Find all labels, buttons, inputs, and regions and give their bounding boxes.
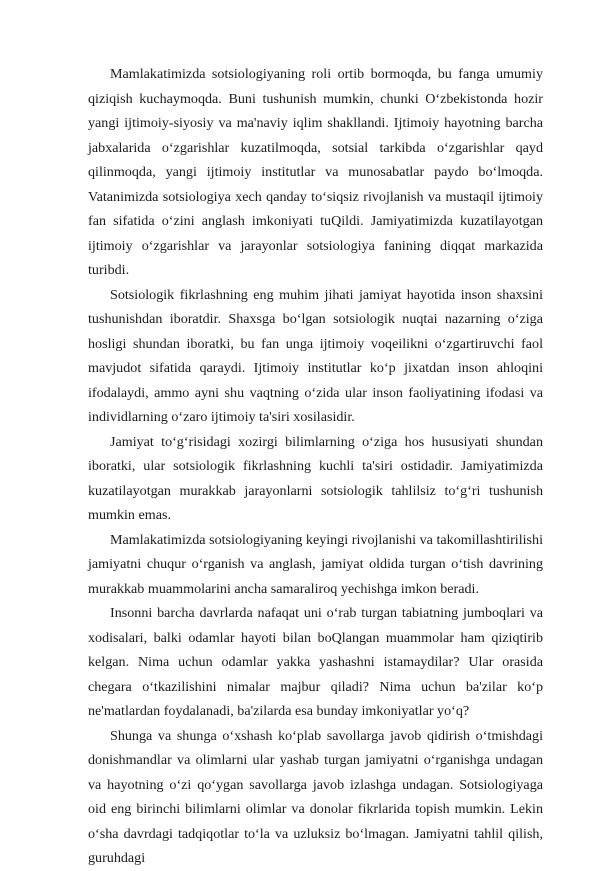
paragraph-5: Insonni barcha davrlarda nafaqat uni o‘rab turgan tabiatning jumboqlari va xodisalari, balki odamlar hayoti bilan boQlangan muammolar ham qiziqtirib kelgan. Nima uchun odamlar yakka yashashni istamaydilar? Ular orasida chegara o‘tkazilishini nimalar majbur qiladi? Nima uchun ba'zilar ko‘p ne'matlardan foydalanadi, ba'zilarda esa bunday imkoniyatlar yo‘q? [88, 605, 543, 719]
document-page [88, 62, 543, 871]
paragraph-1: Mamlakatimizda sotsiologiyaning roli ortib bormoqda, bu fanga umumiy qiziqish kuchaymoqda. Buni tushunish mumkin, chunki O‘zbekistonda hozir yangi ijtimoiy-siyosiy va ma'naviy iqlim shakllandi. Ijtimoiy hayotning barcha jabxalarida o‘zgarishlar kuzatilmoqda, sotsial tarkibda o‘zgarishlar qayd qilinmoqda, yangi ijtimoiy institutlar va munosabatlar paydo bo‘lmoqda. Vatanimizda sotsiologiya xech qanday to‘siqsiz rivojlanish va mustaqil ijtimoiy fan sifatida o‘zini anglash imkoniyati tuQildi. Jamiyatimizda kuzatilayotgan ijtimoiy o‘zgarishlar va jarayonlar sotsiologiya fanining diqqat markazida turibdi. [88, 66, 543, 278]
paragraph-4: Mamlakatimizda sotsiologiyaning keyingi rivojlanishi va takomillashtirilishi jamiyatni chuqur o‘rganish va anglash, jamiyat oldida turgan o‘tish davrining murakkab muammolarini ancha samaraliroq yechishga imkon beradi. [88, 531, 543, 597]
paragraph-2: Sotsiologik fikrlashning eng muhim jihati jamiyat hayotida inson shaxsini tushunishdan iboratdir. Shaxsga bo‘lgan sotsiologik nuqtai nazarning o‘ziga hosligi shundan iboratki, bu fan unga ijtimoiy voqeilikni o‘zgartiruvchi faol mavjudot sifatida qaraydi. Ijtimoiy institutlar ko‘p jixatdan inson ahloqini ifodalaydi, ammo ayni shu vaqtning o‘zida ular inson faoliyatining ifodasi va individlarning o‘zaro ijtimoiy ta'siri xosilasidir. [88, 286, 543, 425]
paragraph-3: Jamiyat to‘g‘risidagi xozirgi bilimlarning o‘ziga hos hususiyati shundan iboratki, ular sotsiologik fikrlashning kuchli ta'siri ostidadir. Jamiyatimizda kuzatilayotgan murakkab jarayonlarni sotsiologik tahlilsiz to‘g‘ri tushunish mumkin emas. [88, 433, 543, 523]
paragraph-6: Shunga va shunga o‘xshash ko‘plab savollarga javob qidirish o‘tmishdagi donishmandlar va olimlarni ular yashab turgan jamiyatni o‘rganishga undagan va hayotning o‘zi qo‘ygan savollarga javob izlashga undagan. Sotsiologiyaga oid eng birinchi bilimlarni olimlar va donolar fikrlarida topish mumkin. Lekin o‘sha davrdagi tadqiqotlar to‘la va uzluksiz bo‘lmagan. Jamiyatni tahlil qilish, guruhdagi [88, 727, 543, 866]
